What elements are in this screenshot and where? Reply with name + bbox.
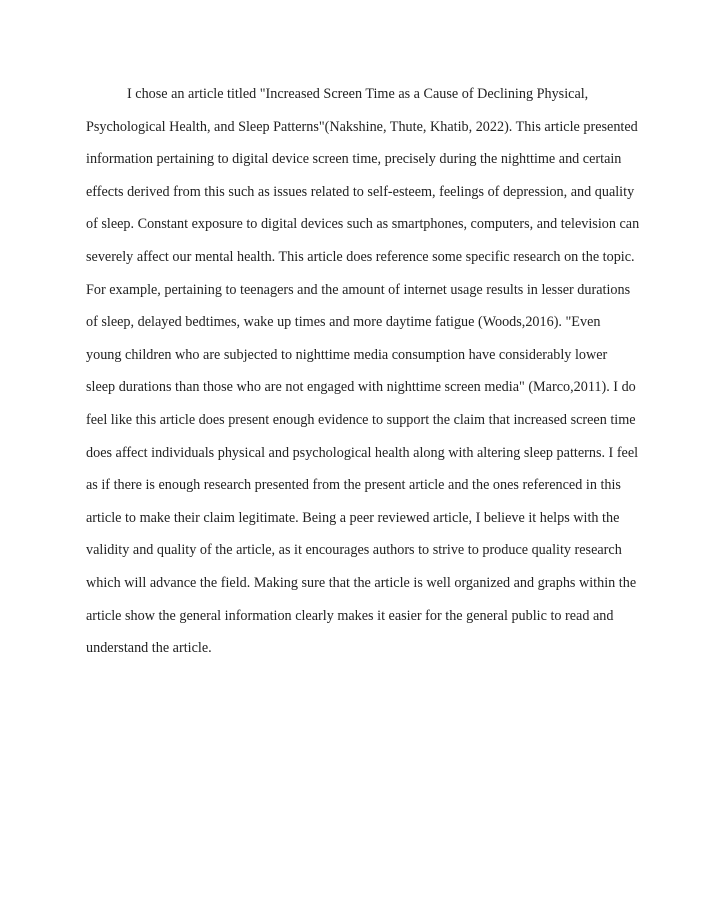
paragraph-line: of sleep, delayed bedtimes, wake up times and more daytime fatigue (Woods,2016). "Even xyxy=(86,314,601,331)
paragraph-line: young children who are subjected to nighttime media consumption have considerably lower xyxy=(86,346,608,363)
paragraph-line: effects derived from this such as issues related to self-esteem, feelings of depression, and quality xyxy=(86,183,635,200)
paragraph-line: For example, pertaining to teenagers and the amount of internet usage results in lesser durations xyxy=(86,281,631,298)
paragraph-line: Psychological Health, and Sleep Patterns"(Nakshine, Thute, Khatib, 2022). This article presented xyxy=(86,118,638,135)
paragraph-line: sleep durations than those who are not engaged with nighttime screen media" (Marco,2011). I do xyxy=(86,379,636,396)
paragraph-line: article to make their claim legitimate. Being a peer reviewed article, I believe it helps with the xyxy=(86,509,620,526)
paragraph-line: does affect individuals physical and psychological health along with altering sleep patterns. I feel xyxy=(86,444,639,461)
paragraph-line: I chose an article titled "Increased Screen Time as a Cause of Declining Physical, xyxy=(127,86,589,102)
paragraph-line: validity and quality of the article, as it encourages authors to strive to produce quality research xyxy=(86,542,622,559)
paragraph-line: as if there is enough research presented from the present article and the ones referenced in this xyxy=(86,477,621,494)
paragraph-line: of sleep. Constant exposure to digital devices such as smartphones, computers, and television can xyxy=(86,216,640,233)
body-paragraph xyxy=(86,78,646,665)
paragraph-line: which will advance the field. Making sure that the article is well organized and graphs within the xyxy=(86,574,637,591)
paragraph-line: feel like this article does present enough evidence to support the claim that increased screen time xyxy=(86,411,636,428)
paragraph-line: severely affect our mental health. This article does reference some specific research on the topic. xyxy=(86,248,635,265)
paragraph-line: information pertaining to digital device screen time, precisely during the nighttime and certain xyxy=(86,151,622,168)
paragraph-line: understand the article. xyxy=(86,640,212,657)
paragraph-line: article show the general information clearly makes it easier for the general public to read and xyxy=(86,607,614,624)
